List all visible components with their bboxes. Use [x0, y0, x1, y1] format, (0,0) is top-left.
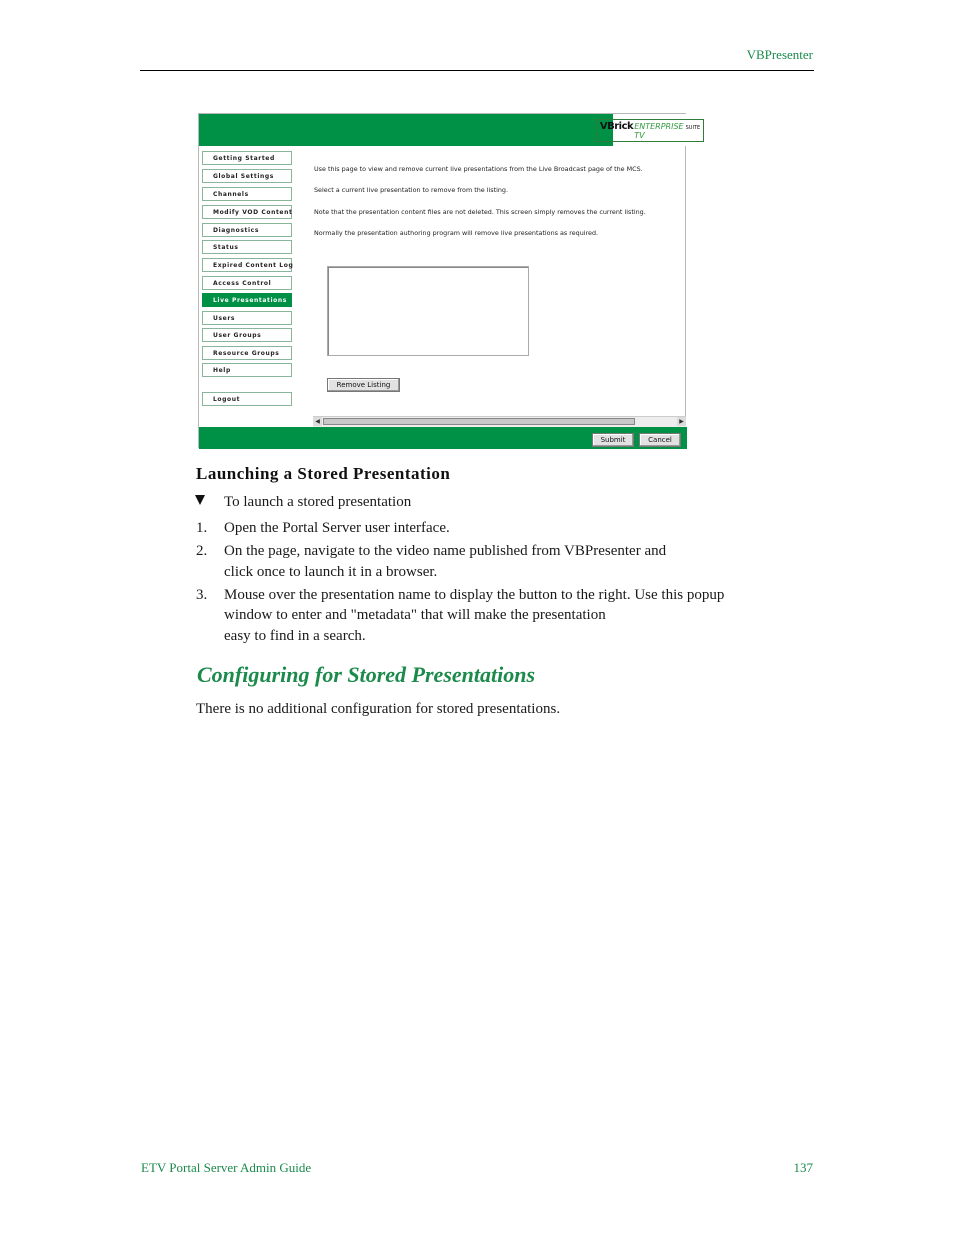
nav-user-groups[interactable]: User Groups [202, 328, 292, 342]
step-3-text-line-3: easy to find in a search. [224, 628, 366, 644]
page-header-title: VBPresenter [746, 47, 813, 62]
nav-diagnostics[interactable]: Diagnostics [202, 223, 292, 237]
footer-guide-title: ETV Portal Server Admin Guide [141, 1160, 312, 1175]
step-1-number: 1. [196, 520, 208, 536]
procedure-title: To launch a stored presentation [224, 494, 412, 510]
logo-product: ENTERPRISE TV [634, 121, 684, 140]
scroll-right-icon[interactable]: ▶ [677, 417, 686, 426]
submit-button[interactable]: Submit [592, 433, 634, 447]
remove-listing-button[interactable]: Remove Listing [327, 378, 400, 392]
nav-live-presentations[interactable]: Live Presentations [202, 293, 292, 307]
config-heading: Configuring for Stored Presentations [197, 662, 536, 687]
step-2-number: 2. [196, 543, 208, 559]
screenshot-instruction-1: Use this page to view and remove current live presentations from the Live Broadcast page of the MCS. [314, 165, 643, 173]
nav-getting-started[interactable]: Getting Started [202, 151, 292, 165]
logo-suite: SUITE [685, 124, 701, 131]
scroll-left-icon[interactable]: ◀ [313, 417, 322, 426]
nav-access-control[interactable]: Access Control [202, 276, 292, 290]
config-body: There is no additional configuration for stored presentations. [196, 701, 561, 717]
footer-page-number: 137 [793, 1160, 813, 1175]
scroll-thumb[interactable] [323, 418, 635, 425]
section-heading: Launching a Stored Presentation [196, 464, 451, 483]
screenshot-instruction-2: Select a current live presentation to remove from the listing. [314, 186, 509, 194]
nav-channels[interactable]: Channels [202, 187, 292, 201]
embedded-screenshot [198, 113, 701, 448]
screenshot-bottom-bar [199, 427, 687, 449]
header-rule [140, 70, 814, 71]
step-3-number: 3. [196, 587, 208, 603]
step-1-text: Open the Portal Server user interface. [224, 520, 450, 536]
cancel-button[interactable]: Cancel [639, 433, 681, 447]
step-3-text-line-1: Mouse over the presentation name to display the button to the right. Use this popup [224, 587, 725, 603]
screenshot-instruction-3: Note that the presentation content files are not deleted. This screen simply removes the current listing. [314, 208, 646, 216]
nav-status[interactable]: Status [202, 240, 292, 254]
screenshot-top-bar [199, 114, 613, 146]
nav-resource-groups[interactable]: Resource Groups [202, 346, 292, 360]
nav-global-settings[interactable]: Global Settings [202, 169, 292, 183]
screenshot-instruction-4: Normally the presentation authoring program will remove live presentations as required. [314, 229, 599, 237]
vbrick-logo [599, 114, 701, 146]
nav-modify-vod-content[interactable]: Modify VOD Content [202, 205, 292, 219]
step-3-text-line-2: window to enter and "metadata" that will make the presentation [224, 607, 606, 623]
live-presentations-listbox[interactable] [327, 266, 529, 356]
logo-brand: VBrick [599, 120, 634, 132]
nav-logout[interactable]: Logout [202, 392, 292, 406]
horizontal-scrollbar[interactable] [313, 416, 686, 427]
nav-help[interactable]: Help [202, 363, 292, 377]
step-2-text-line-2: click once to launch it in a browser. [224, 564, 438, 580]
procedure-triangle-icon [195, 495, 205, 505]
nav-expired-content-log[interactable]: Expired Content Log [202, 258, 292, 272]
step-2-text-line-1: On the page, navigate to the video name published from VBPresenter and [224, 543, 667, 559]
nav-users[interactable]: Users [202, 311, 292, 325]
